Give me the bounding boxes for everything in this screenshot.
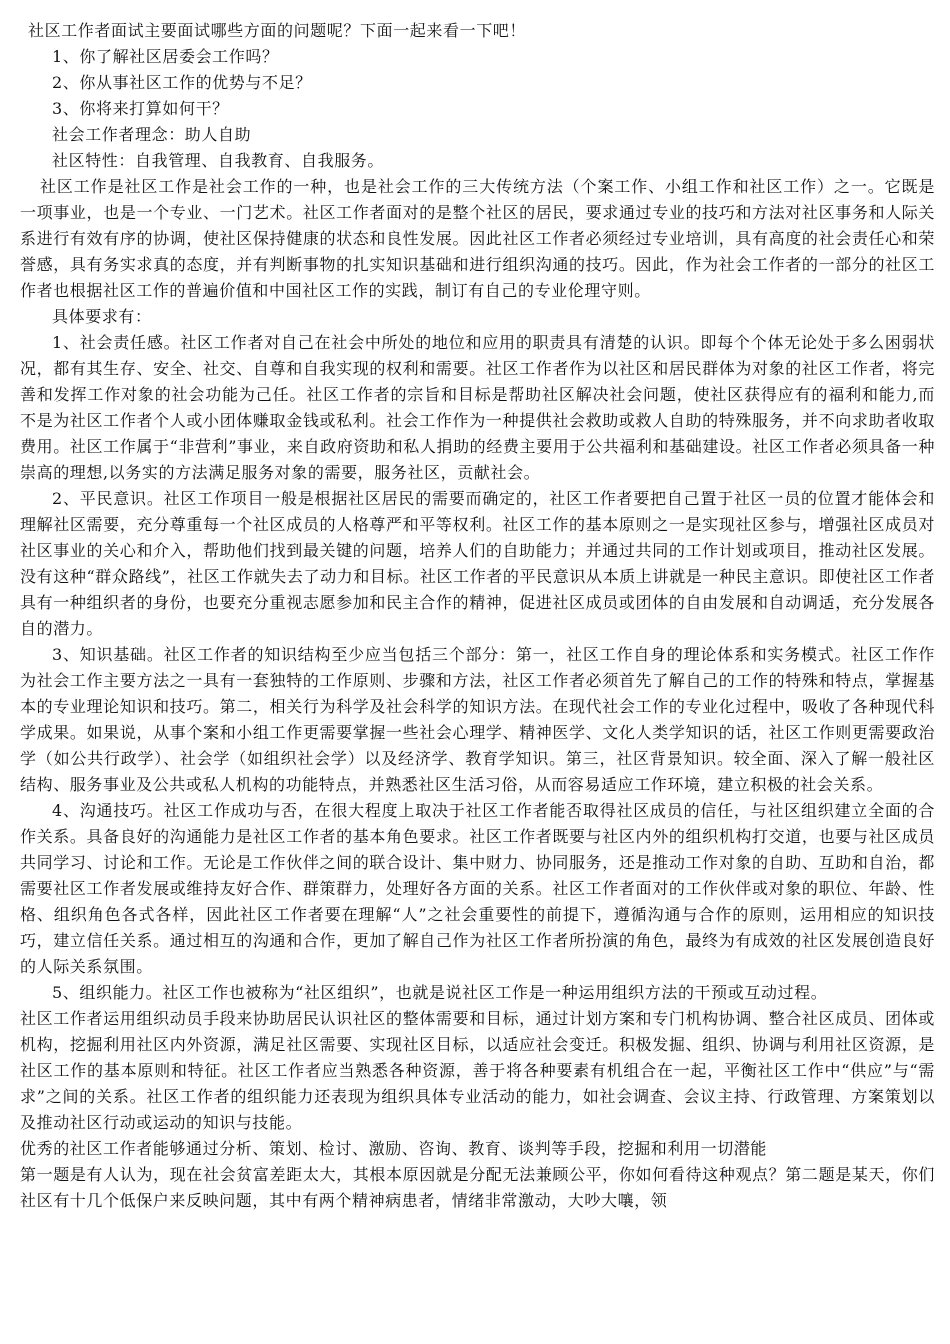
question-1: 1、你了解社区居委会工作吗？ <box>52 47 279 66</box>
exam-questions-paragraph: 第一题是有人认为，现在社会贫富差距太大，其根本原因就是分配无法兼顾公平，你如何看待这种观点？第二题是某天，你们社区有十几个低保户来反映问题，其中有两个精神病患者，情绪非常激动，大吵大嚷，领 <box>20 1165 935 1210</box>
document-body <box>20 18 935 1214</box>
requirement-4-paragraph: 4、沟通技巧。社区工作成功与否，在很大程度上取决于社区工作者能否取得社区成员的信任，与社区组织建立全面的合作关系。具备良好的沟通能力是社区工作者的基本角色要求。社区工作者既要与社区内外的组织机构打交道，也要与社区成员共同学习、讨论和工作。无论是工作伙伴之间的联合设计、集中财力、协同服务，还是推动工作对象的自助、互助和自治，都需要社区工作者发展或维持友好合作、群策群力，处理好各方面的关系。社区工作者面对的工作伙伴或对象的职位、年龄、性格、组织角色各式各样，因此社区工作者要在理解“人”之社会重要性的前提下，遵循沟通与合作的原则，运用相应的知识技巧，建立信任关系。通过相互的沟通和合作，更加了解自己作为社区工作者所扮演的角色，最终为有成效的社区发展创造良好的人际关系氛围。 <box>20 801 935 976</box>
requirement-1-paragraph: 1、社会责任感。社区工作者对自己在社会中所处的地位和应用的职责具有清楚的认识。即每个个体无论处于多么困弱状况，都有其生存、安全、社交、自尊和自我实现的权利和需要。社区工作者作为以社区和居民群体为对象的社区工作者，将完善和发挥工作对象的社会功能为己任。社区工作者的宗旨和目标是帮助社区解决社会问题，使社区获得应有的福利和能力,而不是为社区工作者个人或小团体赚取金钱或私利。社会工作作为一种提供社会救助或救人自助的特殊服务，并不向求助者收取费用。社区工作属于“非营利”事业，来自政府资助和私人捐助的经费主要用于公共福利和基础建设。社区工作者必须具备一种崇高的理想,以务实的方法满足服务对象的需要，服务社区，贡献社会。 <box>20 333 935 482</box>
requirement-5-paragraph: 5、组织能力。社区工作也被称为“社区组织”，也就是说社区工作是一种运用组织方法的干预或互动过程。 <box>52 983 828 1002</box>
question-3: 3、你将来打算如何干？ <box>52 99 229 118</box>
concept-line: 社会工作者理念：助人自助 <box>52 125 252 144</box>
traits-line: 社区特性：自我管理、自我教育、自我服务。 <box>52 151 385 170</box>
organization-paragraph: 社区工作者运用组织动员手段来协助居民认识社区的整体需要和目标，通过计划方案和专门机构协调、整合社区成员、团体或机构，挖掘利用社区内外资源，满足社区需要、实现社区目标，以适应社会变迁。积极发掘、组织、协调与利用社区资源，是社区工作的基本原则和特征。社区工作者应当熟悉各种资源，善于将各种要素有机组合在一起，平衡社区工作中“供应”与“需求”之间的关系。社区工作者的组织能力还表现为组织具体专业活动的能力，如社会调查、会议主持、行政管理、方案策划以及推动社区行动或运动的知识与技能。 <box>20 1009 935 1132</box>
overview-paragraph: 社区工作是社区工作是社会工作的一种，也是社会工作的三大传统方法（个案工作、小组工作和社区工作）之一。它既是一项事业，也是一个专业、一门艺术。社区工作者面对的是整个社区的居民，要求通过专业的技巧和方法对社区事务和人际关系进行有效有序的协调，使社区保持健康的状态和良性发展。因此社区工作者必须经过专业培训，具有高度的社会责任心和荣誉感，具有务实求真的态度，并有判断事物的扎实知识基础和进行组织沟通的技巧。因此，作为社会工作者的一部分的社区工作者也根据社区工作的普遍价值和中国社区工作的实践，制订有自己的专业伦理守则。 <box>20 177 935 300</box>
closing-line: 优秀的社区工作者能够通过分析、策划、检讨、激励、咨询、教育、谈判等手段，挖掘和利用一切潜能 <box>20 1139 768 1158</box>
intro-line: 社区工作者面试主要面试哪些方面的问题呢？下面一起来看一下吧！ <box>28 21 527 40</box>
requirement-2-paragraph: 2、平民意识。社区工作项目一般是根据社区居民的需要而确定的，社区工作者要把自己置于社区一员的位置才能体会和理解社区需要，充分尊重每一个社区成员的人格尊严和平等权利。社区工作的基本原则之一是实现社区参与，增强社区成员对社区事业的关心和介入，帮助他们找到最关键的问题，培养人们的自助能力；并通过共同的工作计划或项目，推动社区发展。没有这种“群众路线”，社区工作就失去了动力和目标。社区工作者的平民意识从本质上讲就是一种民主意识。即使社区工作者具有一种组织者的身份，也要充分重视志愿参加和民主合作的精神，促进社区成员或团体的自由发展和自动调适，充分发展各自的潜力。 <box>20 489 935 638</box>
requirement-3-paragraph: 3、知识基础。社区工作者的知识结构至少应当包括三个部分：第一，社区工作自身的理论体系和实务模式。社区工作作为社会工作主要方法之一具有一套独特的工作原则、步骤和方法，社区工作者必须首先了解自己的工作的特殊和特点，掌握基本的专业理论知识和技巧。第二，相关行为科学及社会科学的知识方法。在现代社会工作的专业化过程中，吸收了各种现代科学成果。如果说，从事个案和小组工作更需要掌握一些社会心理学、精神医学、文化人类学知识的话，社区工作则更需要政治学（如公共行政学）、社会学（如组织社会学）以及经济学、教育学知识。第三，社区背景知识。较全面、深入了解一般社区结构、服务事业及公共或私人机构的功能特点，并熟悉社区生活习俗，从而容易适应工作环境，建立积极的社会关系。 <box>20 645 935 794</box>
question-2: 2、你从事社区工作的优势与不足？ <box>52 73 312 92</box>
requirements-heading: 具体要求有： <box>52 307 152 326</box>
